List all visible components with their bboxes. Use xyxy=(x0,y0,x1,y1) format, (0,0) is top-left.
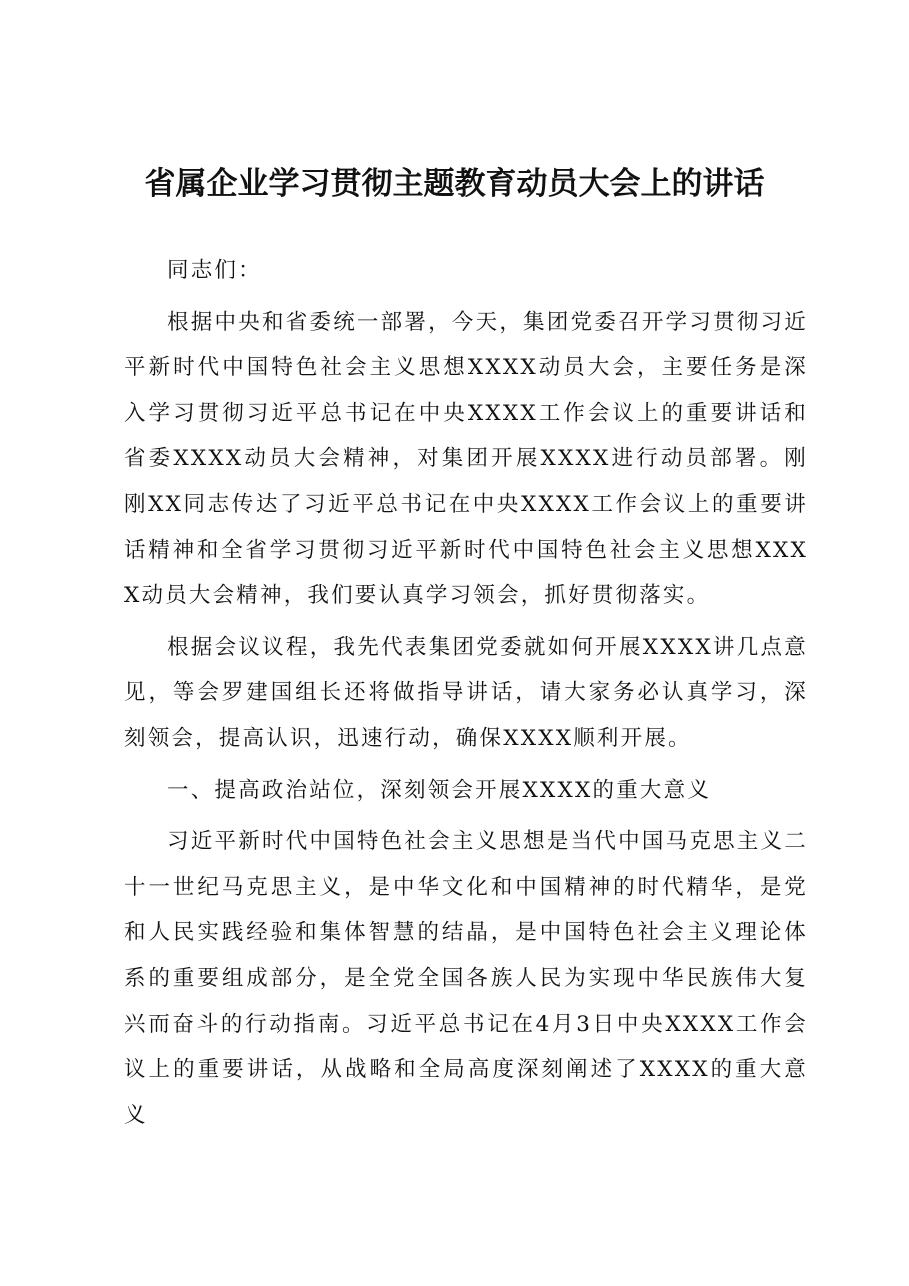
paragraph-deployment: 根据中央和省委统一部署，今天，集团党委召开学习贯彻习近平新时代中国特色社会主义思想XXXX动员大会，主要任务是深入学习贯彻习近平总书记在中央XXXX工作会议上的重要讲话和省委XXXX动员大会精神，对集团开展XXXX进行动员部署。刚刚XX同志传达了习近平总书记在中央XXXX工作会议上的重要讲话精神和全省学习贯彻习近平新时代中国特色社会主义思想XXXX动员大会精神，我们要认真学习领会，抓好贯彻落实。 xyxy=(124,309,808,609)
paragraph-agenda: 根据会议议程，我先代表集团党委就如何开展XXXX讲几点意见，等会罗建国组长还将做指导讲话，请大家务必认真学习，深刻领会，提高认识，迅速行动，确保XXXX顺利开展。 xyxy=(124,634,808,751)
section-heading-one: 一、提高政治站位，深刻领会开展XXXX的重大意义 xyxy=(167,777,712,803)
document-title: 省属企业学习贯彻主题教育动员大会上的讲话 xyxy=(144,166,765,202)
paragraph-significance: 习近平新时代中国特色社会主义思想是当代中国马克思主义二十一世纪马克思主义，是中华文化和中国精神的时代精华，是党和人民实践经验和集体智慧的结晶，是中国特色社会主义理论体系的重要组成部分，是全党全国各族人民为实现中华民族伟大复兴而奋斗的行动指南。习近平总书记在4月3日中央XXXX工作会议上的重要讲话，从战略和全局高度深刻阐述了XXXX的重大意义 xyxy=(124,829,808,1128)
salutation: 同志们： xyxy=(167,258,262,283)
document-body xyxy=(124,248,808,1138)
